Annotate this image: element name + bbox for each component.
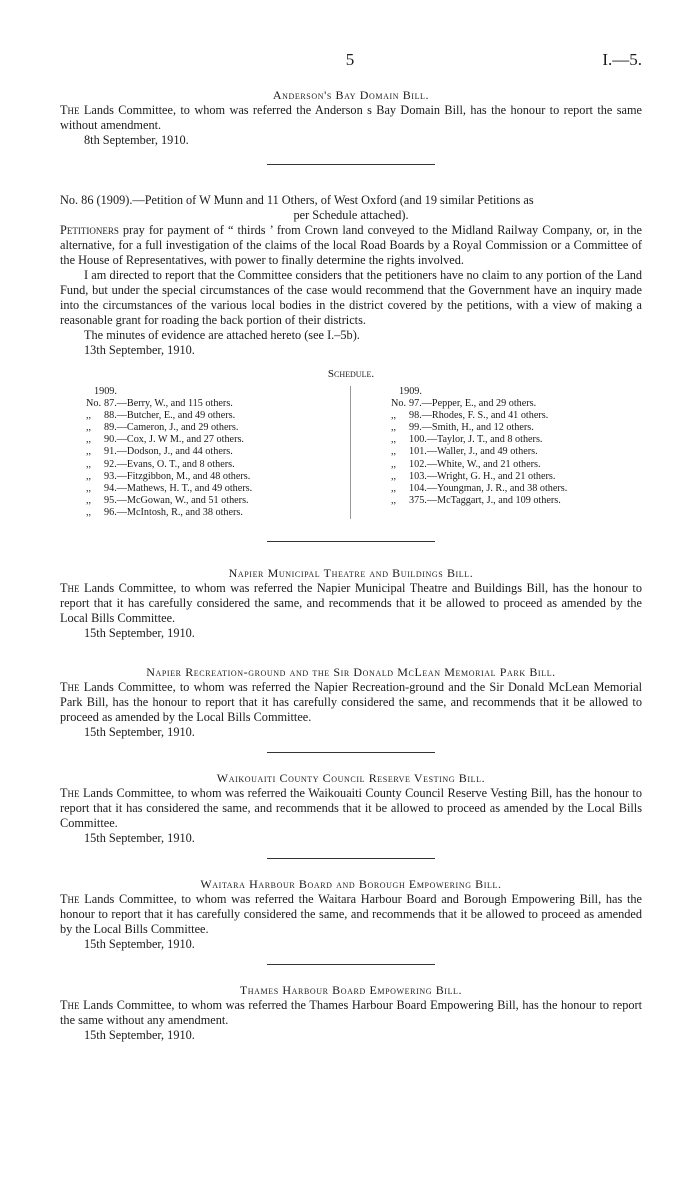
section-paragraph <box>60 786 642 831</box>
schedule-entry: ,, 91.—Dodson, J., and 44 others. <box>86 446 233 458</box>
section-paragraph <box>60 892 642 937</box>
schedule-left-column <box>60 386 351 519</box>
section-date: 15th September, 1910. <box>84 831 195 846</box>
paragraph-lead: The <box>60 103 80 117</box>
schedule-entry: ,, 94.—Mathews, H. T., and 49 others. <box>86 482 253 494</box>
section-paragraph <box>60 581 642 626</box>
paper-reference: I.—5. <box>602 50 642 69</box>
section-waitara <box>60 877 642 952</box>
section-thames <box>60 983 642 1043</box>
paragraph-lead: The <box>60 998 80 1013</box>
section-waikouaiti <box>60 771 642 846</box>
schedule-entry: ,, 88.—Butcher, E., and 49 others. <box>86 410 236 422</box>
petition-paragraph-1 <box>60 223 642 268</box>
schedule-entry: ,, 93.—Fitzgibbon, M., and 48 others. <box>86 470 251 482</box>
section-title: Waitara Harbour Board and Borough Empowering Bill. <box>200 877 502 892</box>
schedule-title: Schedule. <box>327 368 375 380</box>
paragraph-body: Lands Committee, to whom was referred the Waitara Harbour Board and Borough Empowering Bill, has the honour to report that it has carefully considered the same, and recommends that it be allowed to proceed as amended by the Local Bills Committee. <box>60 892 642 937</box>
paragraph-body: Lands Committee, to whom was referred the Napier Recreation-ground and the Sir Donald McLean Memorial Park Bill, has the honour to report that it has carefully considered the same, and recommends that it be allowed to proceed as amended by the Local Bills Committee. <box>60 680 642 725</box>
petition-paragraph-3: The minutes of evidence are attached hereto (see I.–5b). <box>84 328 360 342</box>
schedule-entry: No. 87.—Berry, W., and 115 others. <box>86 398 233 410</box>
section-date: 13th September, 1910. <box>84 343 195 357</box>
schedule-entry: ,, 89.—Cameron, J., and 29 others. <box>86 422 239 434</box>
section-date: 15th September, 1910. <box>84 725 195 740</box>
petition-title-line-1: No. 86 (1909).—Petition of W Munn and 11 Others, of West Oxford (and 19 similar Petitions as <box>60 193 534 207</box>
schedule-year: 1909. <box>399 386 422 397</box>
section-napier-theatre <box>60 566 642 641</box>
document-body <box>60 88 642 1043</box>
petition-title-line-2: per Schedule attached). <box>293 208 409 222</box>
schedule-entry: ,, 104.—Youngman, J. R., and 38 others. <box>391 482 568 494</box>
section-title: Napier Recreation-ground and the Sir Donald McLean Memorial Park Bill. <box>146 665 556 680</box>
section-paragraph <box>60 998 642 1028</box>
schedule-table <box>60 386 642 519</box>
section-date: 15th September, 1910. <box>84 937 195 952</box>
section-napier-recreation <box>60 665 642 740</box>
section-title: Anderson's Bay Domain Bill. <box>272 88 430 102</box>
schedule-entry: ,, 95.—McGowan, W., and 51 others. <box>86 494 249 506</box>
paragraph-lead: Petitioners <box>60 223 119 237</box>
section-title: Waikouaiti County Council Reserve Vesting Bill. <box>216 771 486 786</box>
petition-paragraph-2: I am directed to report that the Committee considers that the petitioners have no claim to any portion of the Land Fund, but under the special circumstances of the case would recommend that the Government have an inquiry made into the circumstances of the various local bodies in the district covered by the petitions, with a view of making a reasonable grant for roading the back portion of their districts. <box>60 268 642 327</box>
schedule-entry: ,, 90.—Cox, J. W M., and 27 others. <box>86 434 244 446</box>
schedule-year: 1909. <box>94 386 117 397</box>
page-number: 5 <box>345 50 355 69</box>
section-date: 8th September, 1910. <box>84 133 189 147</box>
schedule-entry: ,, 100.—Taylor, J. T., and 8 others. <box>391 434 543 446</box>
section-paragraph <box>60 680 642 725</box>
schedule-entry: ,, 98.—Rhodes, F. S., and 41 others. <box>391 410 549 422</box>
schedule-entry: ,, 375.—McTaggart, J., and 109 others. <box>391 494 561 506</box>
paragraph-lead: The <box>60 892 80 907</box>
schedule <box>60 367 642 519</box>
schedule-entry: ,, 99.—Smith, H., and 12 others. <box>391 422 534 434</box>
paragraph-body: Lands Committee, to whom was referred the Thames Harbour Board Empowering Bill, has the honour to report the same without any amendment. <box>60 998 642 1028</box>
section-paragraph <box>60 103 642 133</box>
section-title: Thames Harbour Board Empowering Bill. <box>239 983 463 998</box>
section-date: 15th September, 1910. <box>84 626 195 641</box>
paragraph-body: Lands Committee, to whom was referred the Waikouaiti County Council Reserve Vesting Bill, has the honour to report that it has considered the same, and recommends that it be allowed to proceed as amended by the Local Bills Committee. <box>60 786 642 831</box>
schedule-entry: ,, 92.—Evans, O. T., and 8 others. <box>86 458 235 470</box>
schedule-entry: ,, 96.—McIntosh, R., and 38 others. <box>86 506 243 518</box>
schedule-entry: No. 97.—Pepper, E., and 29 others. <box>391 398 537 410</box>
section-petition <box>60 193 642 358</box>
paragraph-lead: The <box>60 680 80 695</box>
schedule-right-column <box>351 386 642 519</box>
schedule-entry: ,, 102.—White, W., and 21 others. <box>391 458 541 470</box>
schedule-entry: ,, 101.—Waller, J., and 49 others. <box>391 446 538 458</box>
paragraph-body: Lands Committee, to whom was referred the Anderson s Bay Domain Bill, has the honour to report the same without amendment. <box>60 103 642 132</box>
section-andersons-bay <box>60 88 642 148</box>
paragraph-lead: The <box>60 581 80 596</box>
paragraph-lead: The <box>60 786 80 801</box>
schedule-entry: ,, 103.—Wright, G. H., and 21 others. <box>391 470 556 482</box>
section-date: 15th September, 1910. <box>84 1028 195 1043</box>
paragraph-body: pray for payment of “ thirds ’ from Crown land conveyed to the Midland Railway Company, or, in the alternative, for a full investigation of the claims of the local Road Boards by a Royal Commission or a Committee of the House of Representatives, with power to finally determine the rights involved. <box>60 223 642 267</box>
section-title: Napier Municipal Theatre and Buildings Bill. <box>228 566 474 581</box>
paragraph-body: Lands Committee, to whom was referred the Napier Municipal Theatre and Buildings Bill, has the honour to report that it has carefully considered the same, and recommends that it be allowed to proceed as amended by the Local Bills Committee. <box>60 581 642 626</box>
